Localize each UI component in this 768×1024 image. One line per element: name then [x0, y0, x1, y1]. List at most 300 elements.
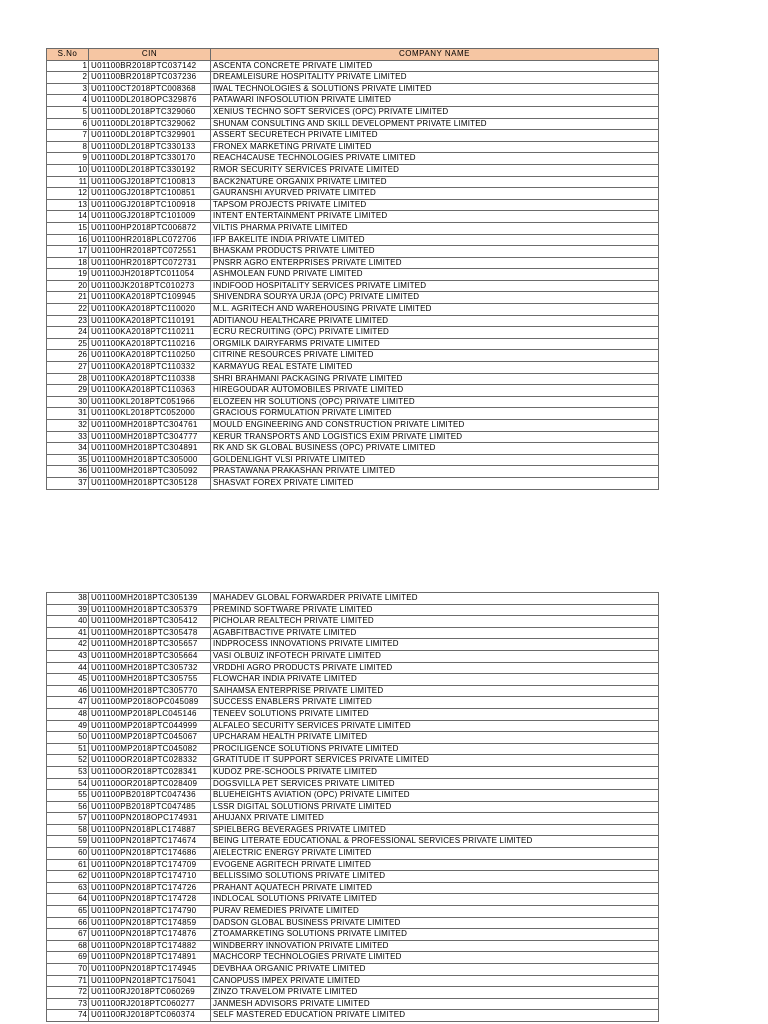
row-cin-cell: U01100KA2018PTC110191	[89, 315, 211, 327]
table-row	[47, 454, 659, 466]
row-cin-cell: U01100MH2018PTC304761	[89, 420, 211, 432]
row-sno-cell: 25	[47, 338, 89, 350]
table-row	[47, 1010, 659, 1022]
row-sno-cell: 29	[47, 385, 89, 397]
row-sno-cell: 22	[47, 304, 89, 316]
table-row	[47, 153, 659, 165]
row-sno-cell: 26	[47, 350, 89, 362]
row-company-name-cell: WINDBERRY INNOVATION PRIVATE LIMITED	[211, 940, 659, 952]
table-row	[47, 234, 659, 246]
row-cin-cell: U01100PN2018OPC174931	[89, 813, 211, 825]
table-row	[47, 906, 659, 918]
row-company-name-cell: CANOPUSS IMPEX PRIVATE LIMITED	[211, 975, 659, 987]
table-row	[47, 627, 659, 639]
row-sno-cell: 52	[47, 755, 89, 767]
table-row	[47, 708, 659, 720]
row-cin-cell: U01100PN2018PTC174674	[89, 836, 211, 848]
row-sno-cell: 39	[47, 604, 89, 616]
row-cin-cell: U01100KA2018PTC110216	[89, 338, 211, 350]
table-row	[47, 408, 659, 420]
row-sno-cell: 43	[47, 650, 89, 662]
row-sno-cell: 13	[47, 199, 89, 211]
row-sno-cell: 21	[47, 292, 89, 304]
row-cin-cell: U01100DL2018OPC329876	[89, 95, 211, 107]
table-row	[47, 60, 659, 72]
row-sno-cell: 71	[47, 975, 89, 987]
table-row	[47, 269, 659, 281]
row-cin-cell: U01100PN2018PTC174876	[89, 929, 211, 941]
row-sno-cell: 17	[47, 246, 89, 258]
row-company-name-cell: IFP BAKELITE INDIA PRIVATE LIMITED	[211, 234, 659, 246]
row-company-name-cell: SELF MASTERED EDUCATION PRIVATE LIMITED	[211, 1010, 659, 1022]
company-table-1	[46, 48, 659, 490]
row-sno-cell: 6	[47, 118, 89, 130]
row-sno-cell: 2	[47, 72, 89, 84]
row-cin-cell: U01100MH2018PTC305664	[89, 650, 211, 662]
row-cin-cell: U01100PN2018PTC174686	[89, 848, 211, 860]
row-cin-cell: U01100OR2018PTC028341	[89, 766, 211, 778]
row-company-name-cell: SHIVENDRA SOURYA URJA (OPC) PRIVATE LIMITED	[211, 292, 659, 304]
row-cin-cell: U01100PN2018PTC174728	[89, 894, 211, 906]
row-sno-cell: 40	[47, 616, 89, 628]
row-sno-cell: 24	[47, 327, 89, 339]
row-sno-cell: 61	[47, 859, 89, 871]
table-row	[47, 987, 659, 999]
row-sno-cell: 49	[47, 720, 89, 732]
row-cin-cell: U01100PB2018PTC047485	[89, 801, 211, 813]
table-row	[47, 836, 659, 848]
row-sno-cell: 47	[47, 697, 89, 709]
row-sno-cell: 60	[47, 848, 89, 860]
row-cin-cell: U01100KL2018PTC052000	[89, 408, 211, 420]
row-company-name-cell: FRONEX MARKETING PRIVATE LIMITED	[211, 141, 659, 153]
table-row	[47, 373, 659, 385]
table-row	[47, 327, 659, 339]
row-cin-cell: U01100MH2018PTC305732	[89, 662, 211, 674]
row-sno-cell: 55	[47, 790, 89, 802]
table-row	[47, 882, 659, 894]
row-cin-cell: U01100MH2018PTC305657	[89, 639, 211, 651]
table-row	[47, 315, 659, 327]
row-sno-cell: 46	[47, 685, 89, 697]
row-sno-cell: 64	[47, 894, 89, 906]
row-sno-cell: 9	[47, 153, 89, 165]
row-sno-cell: 18	[47, 257, 89, 269]
row-cin-cell: U01100HR2018PTC072551	[89, 246, 211, 258]
row-company-name-cell: DADSON GLOBAL BUSINESS PRIVATE LIMITED	[211, 917, 659, 929]
table-row	[47, 790, 659, 802]
row-sno-cell: 63	[47, 882, 89, 894]
row-sno-cell: 5	[47, 106, 89, 118]
row-sno-cell: 59	[47, 836, 89, 848]
row-cin-cell: U01100MH2018PTC305412	[89, 616, 211, 628]
row-company-name-cell: VRDDHI AGRO PRODUCTS PRIVATE LIMITED	[211, 662, 659, 674]
row-sno-cell: 10	[47, 164, 89, 176]
row-company-name-cell: MOULD ENGINEERING AND CONSTRUCTION PRIVATE LIMITED	[211, 420, 659, 432]
row-sno-cell: 44	[47, 662, 89, 674]
table-row	[47, 350, 659, 362]
row-sno-cell: 56	[47, 801, 89, 813]
table-row	[47, 431, 659, 443]
table-row	[47, 859, 659, 871]
row-sno-cell: 11	[47, 176, 89, 188]
row-company-name-cell: DOGSVILLA PET SERVICES PRIVATE LIMITED	[211, 778, 659, 790]
sno-column-header: S.No	[47, 49, 89, 61]
table-row	[47, 940, 659, 952]
row-sno-cell: 45	[47, 674, 89, 686]
row-company-name-cell: SPIELBERG BEVERAGES PRIVATE LIMITED	[211, 824, 659, 836]
row-company-name-cell: GRATITUDE IT SUPPORT SERVICES PRIVATE LIMITED	[211, 755, 659, 767]
row-cin-cell: U01100DL2018PTC329901	[89, 130, 211, 142]
row-sno-cell: 50	[47, 732, 89, 744]
table-body	[47, 593, 659, 1022]
table-row	[47, 593, 659, 605]
row-sno-cell: 69	[47, 952, 89, 964]
row-cin-cell: U01100MH2018PTC304777	[89, 431, 211, 443]
table-row	[47, 257, 659, 269]
row-company-name-cell: PREMIND SOFTWARE PRIVATE LIMITED	[211, 604, 659, 616]
row-sno-cell: 37	[47, 477, 89, 489]
row-sno-cell: 67	[47, 929, 89, 941]
row-sno-cell: 30	[47, 396, 89, 408]
row-company-name-cell: AHUJANX PRIVATE LIMITED	[211, 813, 659, 825]
row-sno-cell: 74	[47, 1010, 89, 1022]
row-cin-cell: U01100HR2018PLC072706	[89, 234, 211, 246]
row-company-name-cell: PROCILIGENCE SOLUTIONS PRIVATE LIMITED	[211, 743, 659, 755]
row-cin-cell: U01100PN2018PTC175041	[89, 975, 211, 987]
row-sno-cell: 12	[47, 188, 89, 200]
row-sno-cell: 34	[47, 443, 89, 455]
row-cin-cell: U01100GJ2018PTC100851	[89, 188, 211, 200]
row-sno-cell: 27	[47, 362, 89, 374]
row-company-name-cell: PRAHANT AQUATECH PRIVATE LIMITED	[211, 882, 659, 894]
row-cin-cell: U01100PN2018PTC174710	[89, 871, 211, 883]
table-row	[47, 385, 659, 397]
row-cin-cell: U01100PN2018PTC174891	[89, 952, 211, 964]
row-company-name-cell: XENIUS TECHNO SOFT SERVICES (OPC) PRIVATE LIMITED	[211, 106, 659, 118]
row-sno-cell: 36	[47, 466, 89, 478]
row-sno-cell: 53	[47, 766, 89, 778]
table-row	[47, 176, 659, 188]
table-row	[47, 778, 659, 790]
row-company-name-cell: GOLDENLIGHT VLSI PRIVATE LIMITED	[211, 454, 659, 466]
row-sno-cell: 31	[47, 408, 89, 420]
row-cin-cell: U01100MP2018PTC045067	[89, 732, 211, 744]
row-sno-cell: 65	[47, 906, 89, 918]
row-cin-cell: U01100GJ2018PTC100918	[89, 199, 211, 211]
row-company-name-cell: RK AND SK GLOBAL BUSINESS (OPC) PRIVATE LIMITED	[211, 443, 659, 455]
table-row	[47, 164, 659, 176]
row-sno-cell: 16	[47, 234, 89, 246]
table-row	[47, 952, 659, 964]
table-row	[47, 871, 659, 883]
table-row	[47, 83, 659, 95]
row-cin-cell: U01100RJ2018PTC060269	[89, 987, 211, 999]
table-row	[47, 280, 659, 292]
row-company-name-cell: REACH4CAUSE TECHNOLOGIES PRIVATE LIMITED	[211, 153, 659, 165]
row-company-name-cell: LSSR DIGITAL SOLUTIONS PRIVATE LIMITED	[211, 801, 659, 813]
table-row	[47, 813, 659, 825]
row-cin-cell: U01100PB2018PTC047436	[89, 790, 211, 802]
row-company-name-cell: CITRINE RESOURCES PRIVATE LIMITED	[211, 350, 659, 362]
row-cin-cell: U01100MH2018PTC305379	[89, 604, 211, 616]
table-body	[47, 60, 659, 489]
row-cin-cell: U01100MH2018PTC305128	[89, 477, 211, 489]
row-sno-cell: 23	[47, 315, 89, 327]
table-row	[47, 766, 659, 778]
row-cin-cell: U01100PN2018PTC174709	[89, 859, 211, 871]
row-company-name-cell: INTENT ENTERTAINMENT PRIVATE LIMITED	[211, 211, 659, 223]
table-row	[47, 639, 659, 651]
row-company-name-cell: ZINZO TRAVELOM PRIVATE LIMITED	[211, 987, 659, 999]
row-sno-cell: 1	[47, 60, 89, 72]
table-row	[47, 975, 659, 987]
row-company-name-cell: AIELECTRIC ENERGY PRIVATE LIMITED	[211, 848, 659, 860]
row-cin-cell: U01100KA2018PTC110363	[89, 385, 211, 397]
table-row	[47, 662, 659, 674]
row-cin-cell: U01100KA2018PTC110332	[89, 362, 211, 374]
table-row	[47, 466, 659, 478]
row-sno-cell: 7	[47, 130, 89, 142]
table-row	[47, 246, 659, 258]
row-company-name-cell: TAPSOM PROJECTS PRIVATE LIMITED	[211, 199, 659, 211]
row-cin-cell: U01100JK2018PTC010273	[89, 280, 211, 292]
table-row	[47, 95, 659, 107]
row-cin-cell: U01100PN2018PTC174859	[89, 917, 211, 929]
table-row	[47, 396, 659, 408]
row-company-name-cell: SAIHAMSA ENTERPRISE PRIVATE LIMITED	[211, 685, 659, 697]
row-company-name-cell: RMOR SECURITY SERVICES PRIVATE LIMITED	[211, 164, 659, 176]
row-company-name-cell: UPCHARAM HEALTH PRIVATE LIMITED	[211, 732, 659, 744]
table-row	[47, 674, 659, 686]
row-cin-cell: U01100KL2018PTC051966	[89, 396, 211, 408]
row-cin-cell: U01100PN2018PTC174790	[89, 906, 211, 918]
row-cin-cell: U01100DL2018PTC329060	[89, 106, 211, 118]
row-company-name-cell: INDPROCESS INNOVATIONS PRIVATE LIMITED	[211, 639, 659, 651]
row-sno-cell: 70	[47, 964, 89, 976]
table-row	[47, 292, 659, 304]
row-company-name-cell: PNSRR AGRO ENTERPRISES PRIVATE LIMITED	[211, 257, 659, 269]
row-company-name-cell: JANMESH ADVISORS PRIVATE LIMITED	[211, 998, 659, 1010]
row-sno-cell: 35	[47, 454, 89, 466]
row-cin-cell: U01100MP2018PTC045082	[89, 743, 211, 755]
table-row	[47, 755, 659, 767]
row-sno-cell: 20	[47, 280, 89, 292]
row-cin-cell: U01100MH2018PTC304891	[89, 443, 211, 455]
row-cin-cell: U01100MH2018PTC305478	[89, 627, 211, 639]
table-row	[47, 443, 659, 455]
row-cin-cell: U01100MP2018PLC045146	[89, 708, 211, 720]
row-cin-cell: U01100MH2018PTC305092	[89, 466, 211, 478]
row-cin-cell: U01100RJ2018PTC060277	[89, 998, 211, 1010]
table-row	[47, 72, 659, 84]
row-cin-cell: U01100DL2018PTC330133	[89, 141, 211, 153]
row-company-name-cell: ASSERT SECURETECH PRIVATE LIMITED	[211, 130, 659, 142]
row-sno-cell: 48	[47, 708, 89, 720]
row-company-name-cell: SHUNAM CONSULTING AND SKILL DEVELOPMENT PRIVATE LIMITED	[211, 118, 659, 130]
row-company-name-cell: ASHMOLEAN FUND PRIVATE LIMITED	[211, 269, 659, 281]
cin-column-header: CIN	[89, 49, 211, 61]
row-cin-cell: U01100PN2018PTC174882	[89, 940, 211, 952]
table-row	[47, 604, 659, 616]
row-company-name-cell: DREAMLEISURE HOSPITALITY PRIVATE LIMITED	[211, 72, 659, 84]
row-company-name-cell: ZTOAMARKETING SOLUTIONS PRIVATE LIMITED	[211, 929, 659, 941]
row-cin-cell: U01100CT2018PTC008368	[89, 83, 211, 95]
row-cin-cell: U01100DL2018PTC330192	[89, 164, 211, 176]
row-company-name-cell: AGABFITBACTIVE PRIVATE LIMITED	[211, 627, 659, 639]
row-sno-cell: 42	[47, 639, 89, 651]
row-cin-cell: U01100MH2018PTC305000	[89, 454, 211, 466]
row-sno-cell: 3	[47, 83, 89, 95]
table-header	[47, 49, 659, 61]
row-sno-cell: 54	[47, 778, 89, 790]
row-cin-cell: U01100BR2018PTC037142	[89, 60, 211, 72]
table-row	[47, 650, 659, 662]
row-sno-cell: 73	[47, 998, 89, 1010]
row-cin-cell: U01100DL2018PTC329062	[89, 118, 211, 130]
row-company-name-cell: EVOGENE AGRITECH PRIVATE LIMITED	[211, 859, 659, 871]
table-row	[47, 743, 659, 755]
table-row	[47, 362, 659, 374]
row-company-name-cell: SHRI BRAHMANI PACKAGING PRIVATE LIMITED	[211, 373, 659, 385]
table-row	[47, 824, 659, 836]
row-company-name-cell: SUCCESS ENABLERS PRIVATE LIMITED	[211, 697, 659, 709]
row-sno-cell: 57	[47, 813, 89, 825]
row-sno-cell: 4	[47, 95, 89, 107]
row-company-name-cell: MAHADEV GLOBAL FORWARDER PRIVATE LIMITED	[211, 593, 659, 605]
table-row	[47, 998, 659, 1010]
table-row	[47, 616, 659, 628]
row-company-name-cell: ELOZEEN HR SOLUTIONS (OPC) PRIVATE LIMITED	[211, 396, 659, 408]
row-company-name-cell: GRACIOUS FORMULATION PRIVATE LIMITED	[211, 408, 659, 420]
row-cin-cell: U01100PN2018PTC174945	[89, 964, 211, 976]
row-company-name-cell: TENEEV SOLUTIONS PRIVATE LIMITED	[211, 708, 659, 720]
row-company-name-cell: MACHCORP TECHNOLOGIES PRIVATE LIMITED	[211, 952, 659, 964]
table-row	[47, 106, 659, 118]
row-company-name-cell: GAURANSHI AYURVED PRIVATE LIMITED	[211, 188, 659, 200]
row-company-name-cell: KERUR TRANSPORTS AND LOGISTICS EXIM PRIVATE LIMITED	[211, 431, 659, 443]
row-company-name-cell: ASCENTA CONCRETE PRIVATE LIMITED	[211, 60, 659, 72]
table-row	[47, 697, 659, 709]
table-row	[47, 222, 659, 234]
row-cin-cell: U01100KA2018PTC110250	[89, 350, 211, 362]
table-row	[47, 199, 659, 211]
row-company-name-cell: M.L. AGRITECH AND WAREHOUSING PRIVATE LIMITED	[211, 304, 659, 316]
row-sno-cell: 19	[47, 269, 89, 281]
row-cin-cell: U01100HP2018PTC006872	[89, 222, 211, 234]
row-company-name-cell: BELLISSIMO SOLUTIONS PRIVATE LIMITED	[211, 871, 659, 883]
row-company-name-cell: PRASTAWANA PRAKASHAN PRIVATE LIMITED	[211, 466, 659, 478]
row-company-name-cell: PICHOLAR REALTECH PRIVATE LIMITED	[211, 616, 659, 628]
table-row	[47, 801, 659, 813]
row-cin-cell: U01100KA2018PTC109945	[89, 292, 211, 304]
company-table-2	[46, 592, 659, 1022]
row-sno-cell: 62	[47, 871, 89, 883]
row-sno-cell: 32	[47, 420, 89, 432]
row-cin-cell: U01100OR2018PTC028332	[89, 755, 211, 767]
row-cin-cell: U01100KA2018PTC110020	[89, 304, 211, 316]
row-company-name-cell: IWAL TECHNOLOGIES & SOLUTIONS PRIVATE LIMITED	[211, 83, 659, 95]
table-row	[47, 477, 659, 489]
row-company-name-cell: PURAV REMEDIES PRIVATE LIMITED	[211, 906, 659, 918]
row-company-name-cell: BEING LITERATE EDUCATIONAL & PROFESSIONAL SERVICES PRIVATE LIMITED	[211, 836, 659, 848]
row-sno-cell: 66	[47, 917, 89, 929]
row-cin-cell: U01100BR2018PTC037236	[89, 72, 211, 84]
row-sno-cell: 58	[47, 824, 89, 836]
table-row	[47, 118, 659, 130]
row-cin-cell: U01100PN2018PTC174726	[89, 882, 211, 894]
row-company-name-cell: FLOWCHAR INDIA PRIVATE LIMITED	[211, 674, 659, 686]
table-row	[47, 917, 659, 929]
row-company-name-cell: ECRU RECRUITING (OPC) PRIVATE LIMITED	[211, 327, 659, 339]
row-cin-cell: U01100DL2018PTC330170	[89, 153, 211, 165]
row-cin-cell: U01100MP2018PTC044999	[89, 720, 211, 732]
table-row	[47, 188, 659, 200]
row-sno-cell: 68	[47, 940, 89, 952]
table-row	[47, 964, 659, 976]
row-cin-cell: U01100HR2018PTC072731	[89, 257, 211, 269]
row-sno-cell: 38	[47, 593, 89, 605]
row-company-name-cell: KUDOZ PRE-SCHOOLS PRIVATE LIMITED	[211, 766, 659, 778]
table-row	[47, 894, 659, 906]
row-cin-cell: U01100KA2018PTC110211	[89, 327, 211, 339]
row-cin-cell: U01100JH2018PTC011054	[89, 269, 211, 281]
table-row	[47, 420, 659, 432]
row-company-name-cell: INDIFOOD HOSPITALITY SERVICES PRIVATE LIMITED	[211, 280, 659, 292]
row-company-name-cell: INDLOCAL SOLUTIONS PRIVATE LIMITED	[211, 894, 659, 906]
row-cin-cell: U01100GJ2018PTC100813	[89, 176, 211, 188]
row-cin-cell: U01100KA2018PTC110338	[89, 373, 211, 385]
row-company-name-cell: ORGMILK DAIRYFARMS PRIVATE LIMITED	[211, 338, 659, 350]
row-company-name-cell: VILTIS PHARMA PRIVATE LIMITED	[211, 222, 659, 234]
row-cin-cell: U01100GJ2018PTC101009	[89, 211, 211, 223]
row-company-name-cell: SHASVAT FOREX PRIVATE LIMITED	[211, 477, 659, 489]
table-row	[47, 685, 659, 697]
table-row	[47, 338, 659, 350]
row-company-name-cell: BLUEHEIGHTS AVIATION (OPC) PRIVATE LIMITED	[211, 790, 659, 802]
row-sno-cell: 33	[47, 431, 89, 443]
row-company-name-cell: DEVBHAA ORGANIC PRIVATE LIMITED	[211, 964, 659, 976]
row-cin-cell: U01100MH2018PTC305139	[89, 593, 211, 605]
row-sno-cell: 14	[47, 211, 89, 223]
row-cin-cell: U01100OR2018PTC028409	[89, 778, 211, 790]
table-row	[47, 848, 659, 860]
row-company-name-cell: KARMAYUG REAL ESTATE LIMITED	[211, 362, 659, 374]
row-sno-cell: 15	[47, 222, 89, 234]
row-cin-cell: U01100MP2018OPC045089	[89, 697, 211, 709]
table-row	[47, 720, 659, 732]
row-sno-cell: 41	[47, 627, 89, 639]
header-row	[47, 49, 659, 61]
row-company-name-cell: ADITIANOU HEALTHCARE PRIVATE LIMITED	[211, 315, 659, 327]
row-cin-cell: U01100MH2018PTC305755	[89, 674, 211, 686]
table-row	[47, 130, 659, 142]
row-company-name-cell: ALFALEO SECURITY SERVICES PRIVATE LIMITED	[211, 720, 659, 732]
row-sno-cell: 51	[47, 743, 89, 755]
table-row	[47, 929, 659, 941]
row-cin-cell: U01100RJ2018PTC060374	[89, 1010, 211, 1022]
row-company-name-cell: BHASKAM PRODUCTS PRIVATE LIMITED	[211, 246, 659, 258]
row-sno-cell: 72	[47, 987, 89, 999]
row-company-name-cell: VASI OLBUIZ INFOTECH PRIVATE LIMITED	[211, 650, 659, 662]
row-cin-cell: U01100PN2018PLC174887	[89, 824, 211, 836]
row-company-name-cell: BACK2NATURE ORGANIX PRIVATE LIMITED	[211, 176, 659, 188]
table-row	[47, 211, 659, 223]
table-row	[47, 304, 659, 316]
row-company-name-cell: HIREGOUDAR AUTOMOBILES PRIVATE LIMITED	[211, 385, 659, 397]
row-cin-cell: U01100MH2018PTC305770	[89, 685, 211, 697]
row-company-name-cell: PATAWARI INFOSOLUTION PRIVATE LIMITED	[211, 95, 659, 107]
